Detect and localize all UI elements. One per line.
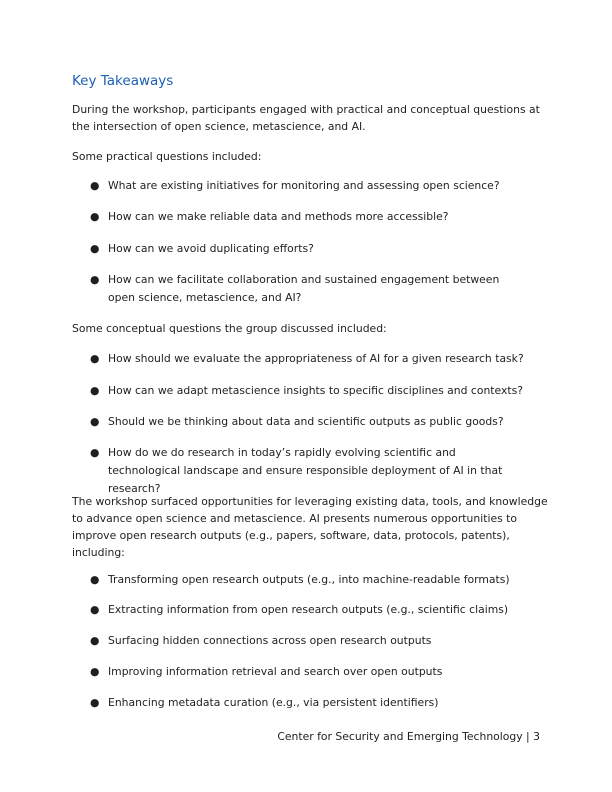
list-item-text: Improving information retrieval and search over open outputs	[108, 665, 443, 678]
bullet-icon: ●	[90, 603, 100, 616]
list-item-text: Enhancing metadata curation (e.g., via persistent identifiers)	[108, 696, 439, 709]
section-heading: Key Takeaways	[72, 73, 174, 89]
conceptual-questions-lead: Some conceptual questions the group discussed included:	[72, 322, 387, 335]
bullet-icon: ●	[90, 179, 100, 192]
opportunities-paragraph: The workshop surfaced opportunities for leveraging existing data, tools, and knowledge to advance open science and metascience. AI presents numerous opportunities to improve open research outputs (e.g., papers, software, data, protocols, patents), including:	[72, 495, 548, 559]
list-item-text: What are existing initiatives for monitoring and assessing open science?	[108, 179, 500, 192]
bullet-icon: ●	[90, 273, 100, 286]
page-footer: Center for Security and Emerging Technology | 3	[277, 730, 540, 743]
list-item-text: How can we adapt metascience insights to specific disciplines and contexts?	[108, 384, 523, 397]
bullet-icon: ●	[90, 665, 100, 678]
bullet-icon: ●	[90, 696, 100, 709]
list-item-text: Extracting information from open research outputs (e.g., scientific claims)	[108, 603, 509, 616]
bullet-icon: ●	[90, 446, 100, 459]
bullet-icon: ●	[90, 384, 100, 397]
list-item-text: Should we be thinking about data and scientific outputs as public goods?	[108, 415, 504, 428]
list-item-text: How do we do research in today’s rapidly evolving scientific and technological landscape and ensure responsible deployment of AI in that research?	[108, 446, 503, 495]
bullet-icon: ●	[90, 573, 100, 586]
list-item-text: How should we evaluate the appropriateness of AI for a given research task?	[108, 352, 524, 365]
list-item-text: How can we make reliable data and methods more accessible?	[108, 210, 449, 223]
practical-questions-lead: Some practical questions included:	[72, 150, 262, 163]
bullet-icon: ●	[90, 210, 100, 223]
bullet-icon: ●	[90, 634, 100, 647]
list-item-text: How can we facilitate collaboration and sustained engagement between open science, metascience, and AI?	[108, 273, 500, 304]
list-item-text: Transforming open research outputs (e.g., into machine-readable formats)	[108, 573, 510, 586]
intro-paragraph: During the workshop, participants engaged with practical and conceptual questions at the intersection of open science, metascience, and AI.	[72, 103, 540, 133]
bullet-icon: ●	[90, 415, 100, 428]
bullet-icon: ●	[90, 352, 100, 365]
bullet-icon: ●	[90, 242, 100, 255]
list-item-text: How can we avoid duplicating efforts?	[108, 242, 314, 255]
list-item-text: Surfacing hidden connections across open research outputs	[108, 634, 432, 647]
